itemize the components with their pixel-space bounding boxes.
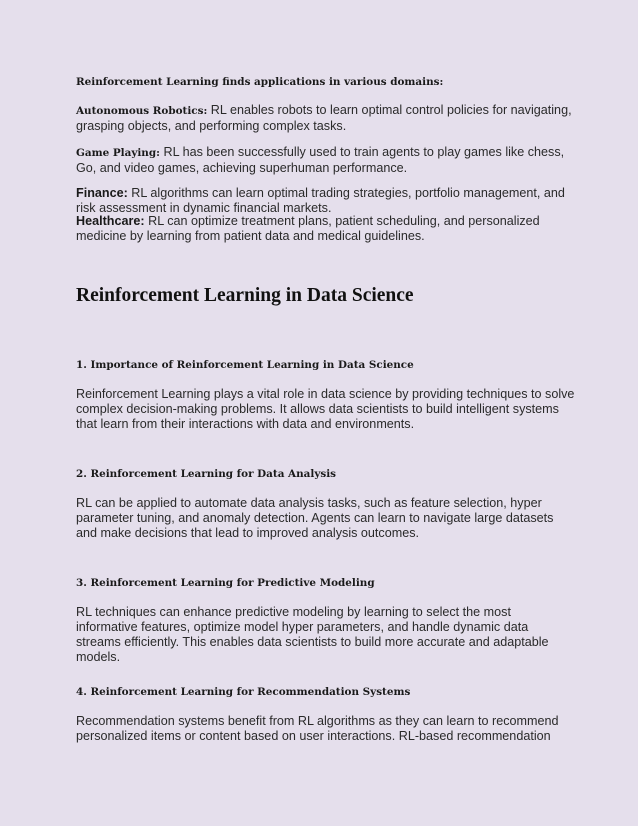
intro-item-finance	[76, 186, 576, 216]
section-body: RL techniques can enhance predictive modeling by learning to select the most informative features, optimize model hyper parameters, and handle dynamic data streams efficiently. This enables data scientists to build more accurate and adaptable models.	[76, 605, 549, 664]
intro-item-text: RL can optimize treatment plans, patient scheduling, and personalized medicine by learning from patient data and medical guidelines.	[76, 214, 540, 243]
intro-item-text: RL algorithms can learn optimal trading strategies, portfolio management, and risk assessment in dynamic financial markets.	[76, 186, 565, 215]
page-title: Reinforcement Learning in Data Science	[76, 285, 414, 306]
section-body: Recommendation systems benefit from RL algorithms as they can learn to recommend personalized items or content based on user interactions. RL-based recommendation	[76, 714, 559, 743]
intro-item-label: Healthcare:	[76, 214, 145, 228]
intro-item-text: RL enables robots to learn optimal control policies for navigating, grasping objects, and performing complex tasks.	[76, 103, 572, 133]
intro-item-text: RL has been successfully used to train agents to play games like chess, Go, and video games, achieving superhuman performance.	[76, 145, 565, 175]
intro-item-healthcare	[76, 214, 576, 244]
intro-heading: Reinforcement Learning finds applications in various domains:	[76, 76, 444, 88]
intro-item-game-playing	[76, 145, 576, 176]
section-body: RL can be applied to automate data analysis tasks, such as feature selection, hyper parameter tuning, and anomaly detection. Agents can learn to navigate large datasets and make decisions that lead to improved analysis outcomes.	[76, 496, 554, 540]
section-body: Reinforcement Learning plays a vital role in data science by providing techniques to solve complex decision-making problems. It allows data scientists to build intelligent systems that learn from their interactions with data and environments.	[76, 387, 575, 431]
intro-item-robotics	[76, 103, 576, 134]
intro-item-label: Autonomous Robotics:	[76, 105, 208, 117]
section-heading: 2. Reinforcement Learning for Data Analysis	[76, 468, 337, 480]
section-heading: 4. Reinforcement Learning for Recommendation Systems	[76, 686, 411, 698]
section-heading: 1. Importance of Reinforcement Learning in Data Science	[76, 359, 414, 371]
intro-item-label: Finance:	[76, 186, 128, 200]
intro-item-label: Game Playing:	[76, 147, 160, 159]
section-heading: 3. Reinforcement Learning for Predictive Modeling	[76, 577, 375, 589]
